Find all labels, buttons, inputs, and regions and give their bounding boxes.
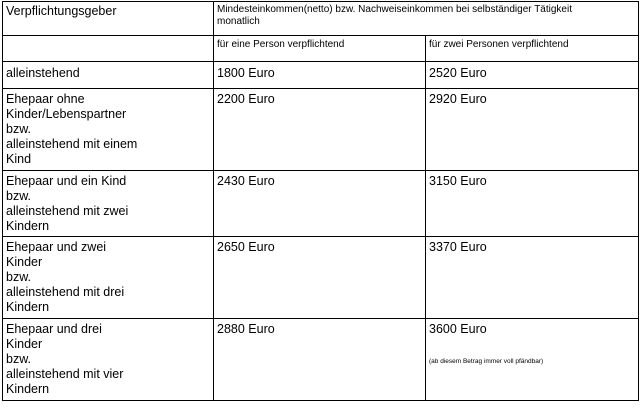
row-label [3,237,214,319]
row-label-line: Kind [6,152,32,166]
row-label-line: Ehepaar und drei [6,322,102,336]
row-label-line: alleinstehend mit zwei [6,204,129,218]
subheader-one-person: für eine Person verpflichtend [214,36,426,62]
one-person-value: 1800 Euro [214,62,426,89]
row-label-line: bzw. [6,270,32,284]
income-table [2,1,639,401]
row-label-line: bzw. [6,189,32,203]
header-minimum-income-line2: monatlich [217,16,260,27]
row-label [3,319,214,401]
row-label-line: Ehepaar und zwei [6,240,107,254]
row-label [3,62,214,89]
row-label [3,89,214,171]
row-label [3,171,214,237]
one-person-value: 2200 Euro [214,89,426,171]
row-label-line: alleinstehend [6,66,80,80]
two-persons-cell [426,319,639,401]
header-minimum-income-line1: Mindesteinkommen(netto) bzw. Nachweiseinkommen bei selbständiger Tätigkeit [217,4,572,15]
row-label-line: Kinder [6,255,43,269]
table-row [3,171,639,237]
row-label-line: Kindern [6,300,50,314]
row-label-line: alleinstehend mit einem [6,137,138,151]
table-row [3,89,639,171]
two-persons-value: 3150 Euro [426,171,639,237]
row-label-line: Kinder [6,337,43,351]
row-label-line: bzw. [6,122,32,136]
two-persons-value: 2920 Euro [426,89,639,171]
row-label-line: Kindern [6,382,50,396]
subheader-row [3,36,639,62]
garnishment-note: (ab diesem Betrag immer voll pfändbar) [429,358,544,365]
table-row [3,319,639,401]
header-row [3,2,639,36]
table-row [3,237,639,319]
row-label-line: alleinstehend mit vier [6,367,124,381]
two-persons-value: 3600 Euro [429,322,487,336]
row-label-line: bzw. [6,352,32,366]
row-label-line: Kindern [6,219,50,233]
subheader-empty [3,36,214,62]
header-obligor: Verpflichtungsgeber [3,2,214,36]
table-row [3,62,639,89]
two-persons-value: 3370 Euro [426,237,639,319]
row-label-line: Kinder/Lebenspartner [6,107,127,121]
one-person-value: 2880 Euro [214,319,426,401]
two-persons-value: 2520 Euro [426,62,639,89]
one-person-value: 2430 Euro [214,171,426,237]
subheader-two-persons: für zwei Personen verpflichtend [426,36,639,62]
row-label-line: Ehepaar ohne [6,92,85,106]
row-label-line: alleinstehend mit drei [6,285,125,299]
one-person-value: 2650 Euro [214,237,426,319]
row-label-line: Ehepaar und ein Kind [6,174,127,188]
header-minimum-income [214,2,639,36]
